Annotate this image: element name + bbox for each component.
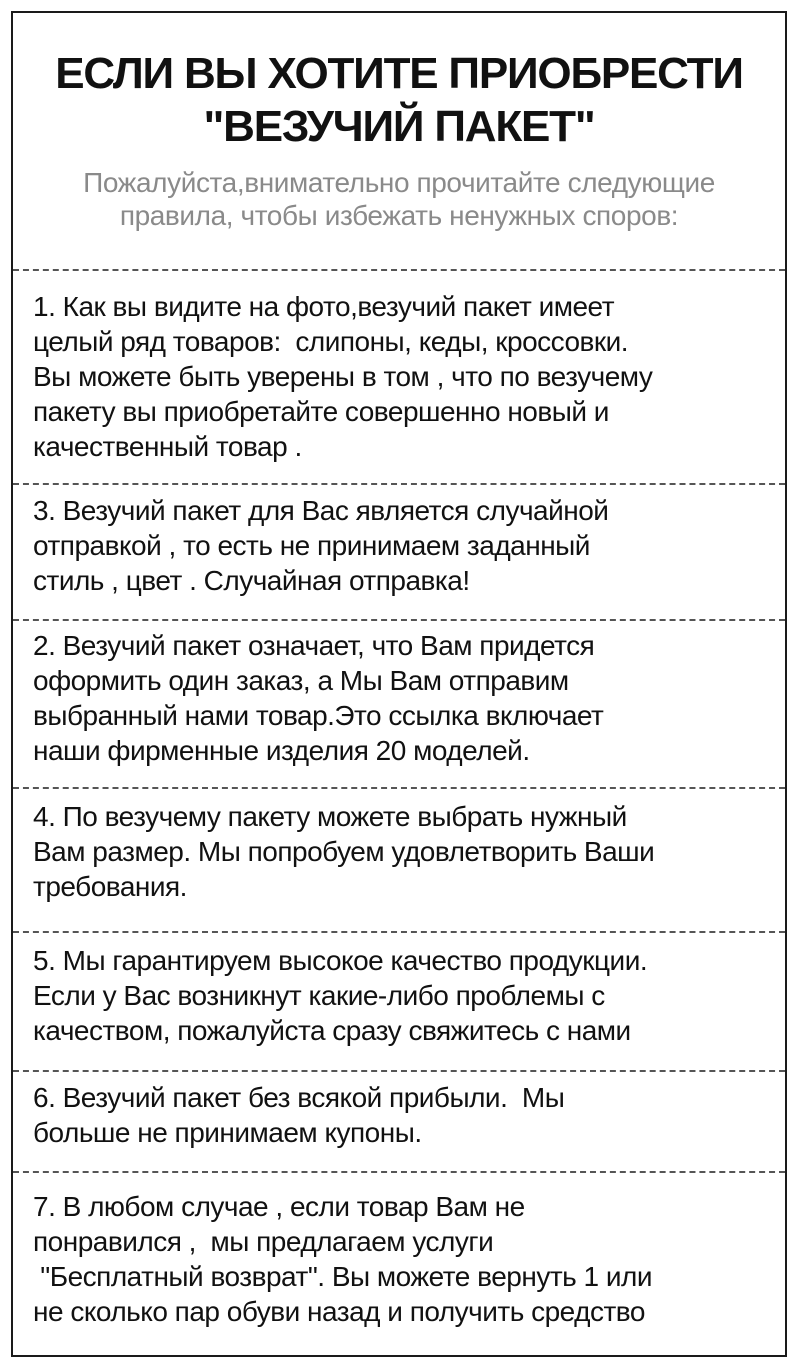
- rule-item-2: [33, 628, 777, 768]
- rule-item-1: [33, 289, 777, 464]
- rule-item-4: [33, 799, 777, 904]
- rule-item-7-line-2: понравился , мы предлагаем услуги: [33, 1226, 494, 1257]
- notice-title-line-2: "ВЕЗУЧИЙ ПАКЕТ": [203, 102, 595, 151]
- notice-frame: [11, 11, 787, 1357]
- rule-item-5-line-2: Если у Вас возникнут какие-либо проблемы с: [33, 980, 605, 1011]
- dashed-divider: [13, 619, 785, 621]
- rule-item-3-line-3: стиль , цвет . Случайная отправка!: [33, 565, 470, 596]
- dashed-divider: [13, 1171, 785, 1173]
- rule-item-2-line-3: выбранный нами товар.Это ссылка включает: [33, 700, 604, 731]
- dashed-divider: [13, 931, 785, 933]
- rule-item-1-line-4: пакету вы приобретайте совершенно новый и: [33, 396, 609, 427]
- rule-item-7-line-1: 7. В любом случае , если товар Вам не: [33, 1191, 525, 1222]
- notice-subtitle-line-2: правила, чтобы избежать ненужных споров:: [119, 200, 679, 231]
- rule-item-7-line-3: "Бесплатный возврат". Вы можете вернуть 1 или: [33, 1261, 652, 1292]
- rule-item-7-line-4: не сколько пар обуви назад и получить средство: [33, 1296, 645, 1327]
- notice-title-line-1: ЕСЛИ ВЫ ХОТИТЕ ПРИОБРЕСТИ: [55, 49, 743, 98]
- rule-item-4-line-1: 4. По везучему пакету можете выбрать нужный: [33, 801, 627, 832]
- rule-item-3: [33, 493, 777, 598]
- rule-item-4-line-2: Вам размер. Мы попробуем удовлетворить Ваши: [33, 836, 655, 867]
- rule-item-3-line-1: 3. Везучий пакет для Вас является случайной: [33, 495, 609, 526]
- rule-item-2-line-4: наши фирменные изделия 20 моделей.: [33, 735, 530, 766]
- rule-item-1-line-1: 1. Как вы видите на фото,везучий пакет имеет: [33, 291, 615, 322]
- rule-item-6-line-2: больше не принимаем купоны.: [33, 1117, 422, 1148]
- rule-item-6: [33, 1080, 777, 1150]
- rule-item-5-line-3: качеством, пожалуйста сразу свяжитесь с нами: [33, 1015, 631, 1046]
- notice-header: [13, 13, 785, 269]
- rule-item-2-line-2: оформить один заказ, а Мы Вам отправим: [33, 665, 569, 696]
- rule-item-1-line-5: качественный товар .: [33, 431, 302, 462]
- rule-item-1-line-3: Вы можете быть уверены в том , что по везучему: [33, 361, 653, 392]
- rule-item-4-line-3: требования.: [33, 871, 187, 902]
- rule-item-7: [33, 1189, 777, 1329]
- rule-item-6-line-1: 6. Везучий пакет без всякой прибыли. Мы: [33, 1082, 565, 1113]
- rule-item-2-line-1: 2. Везучий пакет означает, что Вам придется: [33, 630, 595, 661]
- rule-item-1-line-2: целый ряд товаров: слипоны, кеды, кроссовки.: [33, 326, 629, 357]
- dashed-divider: [13, 787, 785, 789]
- rule-item-5-line-1: 5. Мы гарантируем высокое качество продукции.: [33, 945, 648, 976]
- dashed-divider: [13, 269, 785, 271]
- rule-item-3-line-2: отправкой , то есть не принимаем заданный: [33, 530, 590, 561]
- notice-subtitle-line-1: Пожалуйста,внимательно прочитайте следующие: [83, 167, 715, 198]
- rule-item-5: [33, 943, 777, 1048]
- dashed-divider: [13, 483, 785, 485]
- dashed-divider: [13, 1070, 785, 1072]
